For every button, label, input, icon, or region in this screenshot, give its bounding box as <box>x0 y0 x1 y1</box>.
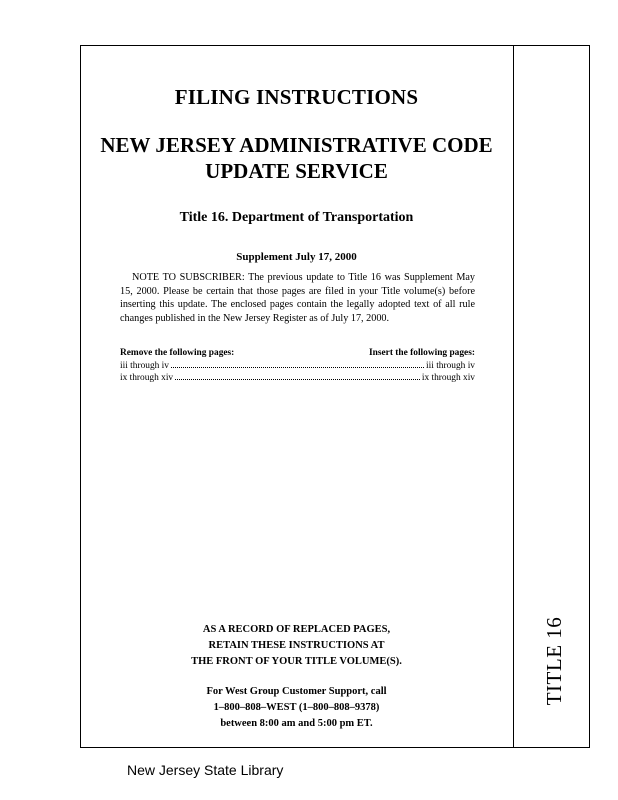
retain-line3: THE FRONT OF YOUR TITLE VOLUME(S). <box>191 656 402 667</box>
pages-table <box>120 348 475 384</box>
library-stamp: New Jersey State Library <box>127 762 284 778</box>
title-tab-label: TITLE 16 <box>542 616 566 706</box>
pages-table-row <box>120 360 475 372</box>
remove-pages-header: Remove the following pages: <box>120 348 235 358</box>
retain-line1: AS A RECORD OF REPLACED PAGES, <box>202 624 391 635</box>
code-heading <box>80 132 513 184</box>
filing-instructions-content <box>80 45 513 748</box>
insert-pages-value: iii through iv <box>426 361 475 371</box>
remove-pages-value: iii through iv <box>120 361 169 371</box>
insert-pages-value: ix through xiv <box>421 373 475 383</box>
remove-pages-value: ix through xiv <box>120 373 174 383</box>
supplement-date: Supplement July 17, 2000 <box>236 251 357 263</box>
tab-divider-line <box>513 45 514 748</box>
insert-pages-header: Insert the following pages: <box>369 348 475 358</box>
dot-leader <box>171 367 424 368</box>
dot-leader <box>175 379 420 380</box>
code-heading-line1: NEW JERSEY ADMINISTRATIVE CODE <box>100 133 493 157</box>
pages-table-header <box>120 348 475 358</box>
customer-support-info <box>80 684 513 732</box>
support-phone: 1–800–808–WEST (1–800–808–9378) <box>213 702 380 713</box>
code-heading-line2: UPDATE SERVICE <box>205 159 388 183</box>
retain-line2: RETAIN THESE INSTRUCTIONS AT <box>208 640 385 651</box>
retain-instructions <box>80 622 513 670</box>
support-line1: For West Group Customer Support, call <box>206 686 387 697</box>
page-title: FILING INSTRUCTIONS <box>174 85 419 109</box>
pages-table-row <box>120 372 475 384</box>
title-heading: Title 16. Department of Transportation <box>179 210 414 225</box>
subscriber-note: NOTE TO SUBSCRIBER: The previous update to Title 16 was Supplement May 15, 2000. Please be certain that those pages are filed in your Title volume(s) before inserting this update. The enclosed pages contain the legally adopted text of all rule changes published in the New Jersey Register as of July 17, 2000. <box>120 272 475 324</box>
support-hours: between 8:00 am and 5:00 pm ET. <box>220 718 373 729</box>
